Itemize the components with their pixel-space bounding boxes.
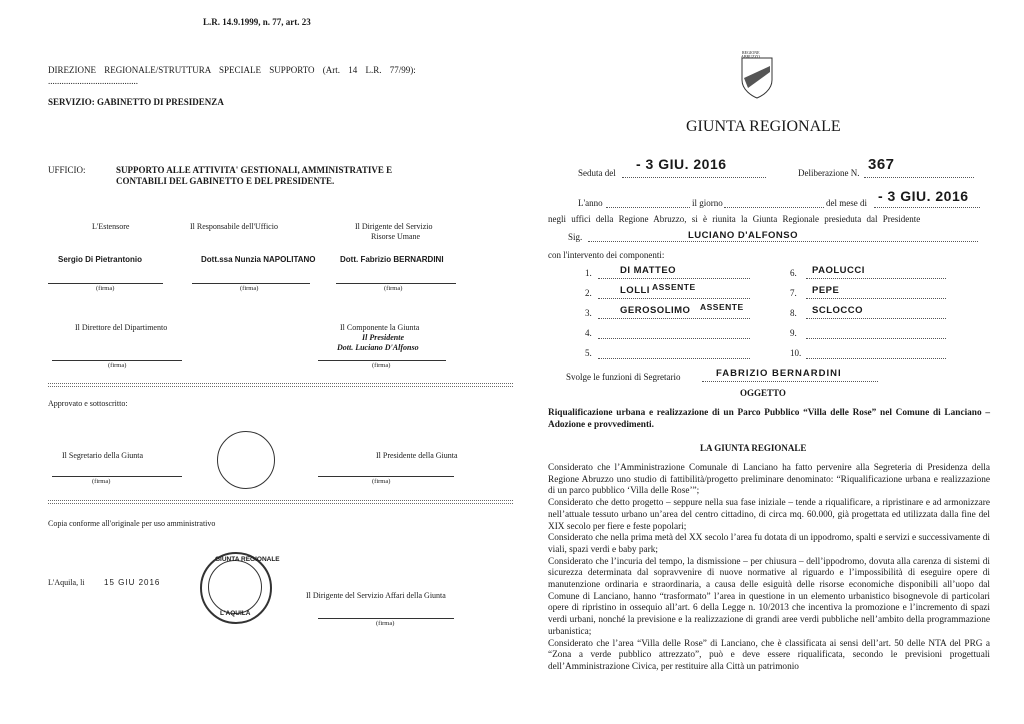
approvato-label: Approvato e sottoscritto: (48, 399, 128, 408)
estensore-name: Sergio Di Pietrantonio (58, 255, 143, 264)
regione-abruzzo-logo: REGIONE ABRUZZO (740, 50, 774, 96)
intervento-label: con l'intervento dei componenti: (548, 250, 665, 260)
member-number: 2. (585, 288, 592, 298)
luogo-label: L'Aquila, li (48, 578, 85, 587)
delib-number: 367 (868, 156, 895, 173)
giunta-heading: GIUNTA REGIONALE (686, 118, 841, 135)
firma-label: (firma) (384, 285, 403, 292)
member-name: LOLLI (620, 285, 650, 296)
segretario-name: FABRIZIO BERNARDINI (716, 368, 842, 379)
firma-label: (firma) (240, 285, 259, 292)
seduta-date: - 3 GIU. 2016 (636, 156, 727, 172)
member-number: 6. (790, 268, 797, 278)
servizio-label: SERVIZIO: GABINETTO DI PRESIDENZA (48, 97, 224, 107)
member-number: 9. (790, 328, 797, 338)
firma-label: (firma) (376, 620, 395, 627)
considerato-paragraphs (548, 463, 990, 674)
segretario-label: Il Segretario della Giunta (62, 451, 144, 460)
responsabile-name: Dott.ssa Nunzia NAPOLITANO (201, 255, 316, 264)
official-seal (200, 552, 280, 624)
member-number: 5. (585, 348, 592, 358)
member-number: 4. (585, 328, 592, 338)
paragraph: Considerato che nella prima metà del XX secolo l’area fu dotata di un ippodromo, spalti e servizi e successivamente di viali, spazi verdi e baby park; (548, 533, 990, 555)
dirigente-label-1: Il Dirigente del Servizio (355, 222, 433, 231)
seduta-label: Seduta del (578, 168, 616, 178)
firma-label: (firma) (108, 362, 127, 369)
delib-label: Deliberazione N. (798, 168, 860, 178)
paragraph: Considerato che l’Amministrazione Comunale di Lanciano ha fatto pervenire alla Segreteria di Presidenza della Regione Abruzzo uno studio di fattibilità/progetto preliminare denominato: “Riqualificazione urbana e realizzazione di un parco pubblico ‘Villa delle Rose’”; (548, 463, 990, 497)
paragraph: Considerato che l’area “Villa delle Rose” di Lanciano, che è classificata ai sensi dell’art. 50 delle NTA del PRG a “Zona a verde pubblico attrezzato”, può e deve essere riqualificata, secondo le previsioni progettuali dell’Amministrazione Civica, per restituire alla Città un patrimonio (548, 638, 990, 672)
firma-label: (firma) (372, 362, 391, 369)
uffici-text: negli uffici della Regione Abruzzo, si è riunita la Giunta Regionale presieduta dal Presidente (548, 214, 921, 224)
direzione-dots: ........................................ (48, 76, 138, 86)
member-name: GEROSOLIMO (620, 305, 691, 316)
componente-label: Il Componente la Giunta (340, 323, 420, 332)
firma-label: (firma) (96, 285, 115, 292)
member-name: PAOLUCCI (812, 265, 865, 276)
la-giunta-heading: LA GIUNTA REGIONALE (700, 443, 807, 453)
copia-conforme: Copia conforme all'originale per uso amministrativo (48, 519, 216, 528)
member-number: 3. (585, 308, 592, 318)
firma-label: (firma) (92, 478, 111, 485)
mese-date: - 3 GIU. 2016 (878, 188, 969, 204)
luogo-date: 15 GIU 2016 (104, 578, 161, 587)
firma-label: (firma) (372, 478, 391, 485)
member-note: ASSENTE (652, 282, 696, 292)
ufficio-line-2: CONTABILI DEL GABINETTO E DEL PRESIDENTE. (116, 176, 335, 186)
oggetto-text: Riqualificazione urbana e realizzazione di un Parco Pubblico “Villa delle Rose” nel Comune di Lanciano – Adozione e provvedimenti. (548, 408, 990, 430)
paragraph: Considerato che detto progetto – seppure nella sua fase iniziale – tende a riqualificare, a ripristinare e ad armonizzare nell’attuale tessuto urbano un’area del centro cittadino, di circa mq. 60.000, già progettata ed utilizzata dalla fine del XIX secolo per fiere e feste popolari; (548, 498, 990, 532)
member-note: ASSENTE (700, 302, 744, 312)
oggetto-label: OGGETTO (740, 388, 786, 398)
seal-top-text: GIUNTA REGIONALE (215, 556, 280, 563)
componente-stamp-2: Dott. Luciano D'Alfonso (337, 343, 419, 352)
sig-label: Sig. (568, 232, 583, 242)
estensore-label: L'Estensore (92, 222, 130, 231)
dirigente-label-2: Risorse Umane (371, 232, 421, 241)
dirigente-affari-label: Il Dirigente del Servizio Affari della Giunta (306, 591, 446, 600)
member-number: 8. (790, 308, 797, 318)
giorno-label: il giorno (692, 198, 723, 208)
dirigente-name: Dott. Fabrizio BERNARDINI (340, 255, 444, 264)
direttore-label: Il Direttore del Dipartimento (75, 323, 168, 332)
seal-bottom-text: L'AQUILA (220, 610, 251, 617)
member-name: DI MATTEO (620, 265, 677, 276)
law-reference: L.R. 14.9.1999, n. 77, art. 23 (203, 17, 311, 27)
segretario-label: Svolge le funzioni di Segretario (566, 372, 681, 382)
member-number: 1. (585, 268, 592, 278)
direzione-label: DIREZIONE REGIONALE/STRUTTURA SPECIALE SUPPORTO (Art. 14 L.R. 77/99): (48, 65, 416, 75)
componente-stamp-1: Il Presidente (362, 333, 404, 342)
member-name: PEPE (812, 285, 840, 296)
responsabile-label: Il Responsabile dell'Ufficio (190, 222, 278, 231)
anno-label: L'anno (578, 198, 603, 208)
member-number: 7. (790, 288, 797, 298)
mese-label: del mese di (826, 198, 867, 208)
ufficio-label: UFFICIO: (48, 165, 86, 175)
president-name: LUCIANO D'ALFONSO (688, 230, 798, 241)
paragraph: Considerato che l’incuria del tempo, la dismissione – per chiusura – dell’ippodromo, dovuta alla carenza di sistemi di sicurezza determinata dal sopravvenire di nuove normative al riguardo e l’impossibilità di eseguire opere di manutenzione ordinaria e straordinaria, a causa delle esiguità delle risorse economiche disponibili all’uopo dal Comune di Lanciano, hanno “trasformato” l’area in questione in un elemento urbanistico bisognevole di particolari opere di ripristino in ossequio all’art. 6 della Legge n. 10/2013 che incentiva la promozione e l’incremento di spazi verdi urbani, nonché la previsione e la realizzazione di grandi aree verdi pubbliche nell’ambito della programmazione urbanistica; (548, 556, 990, 637)
seal-placeholder-circle (217, 431, 275, 489)
ufficio-line-1: SUPPORTO ALLE ATTIVITA' GESTIONALI, AMMINISTRATIVE E (116, 165, 393, 175)
presidente-label: Il Presidente della Giunta (376, 451, 458, 460)
member-name: SCLOCCO (812, 305, 863, 316)
member-number: 10. (790, 348, 802, 358)
